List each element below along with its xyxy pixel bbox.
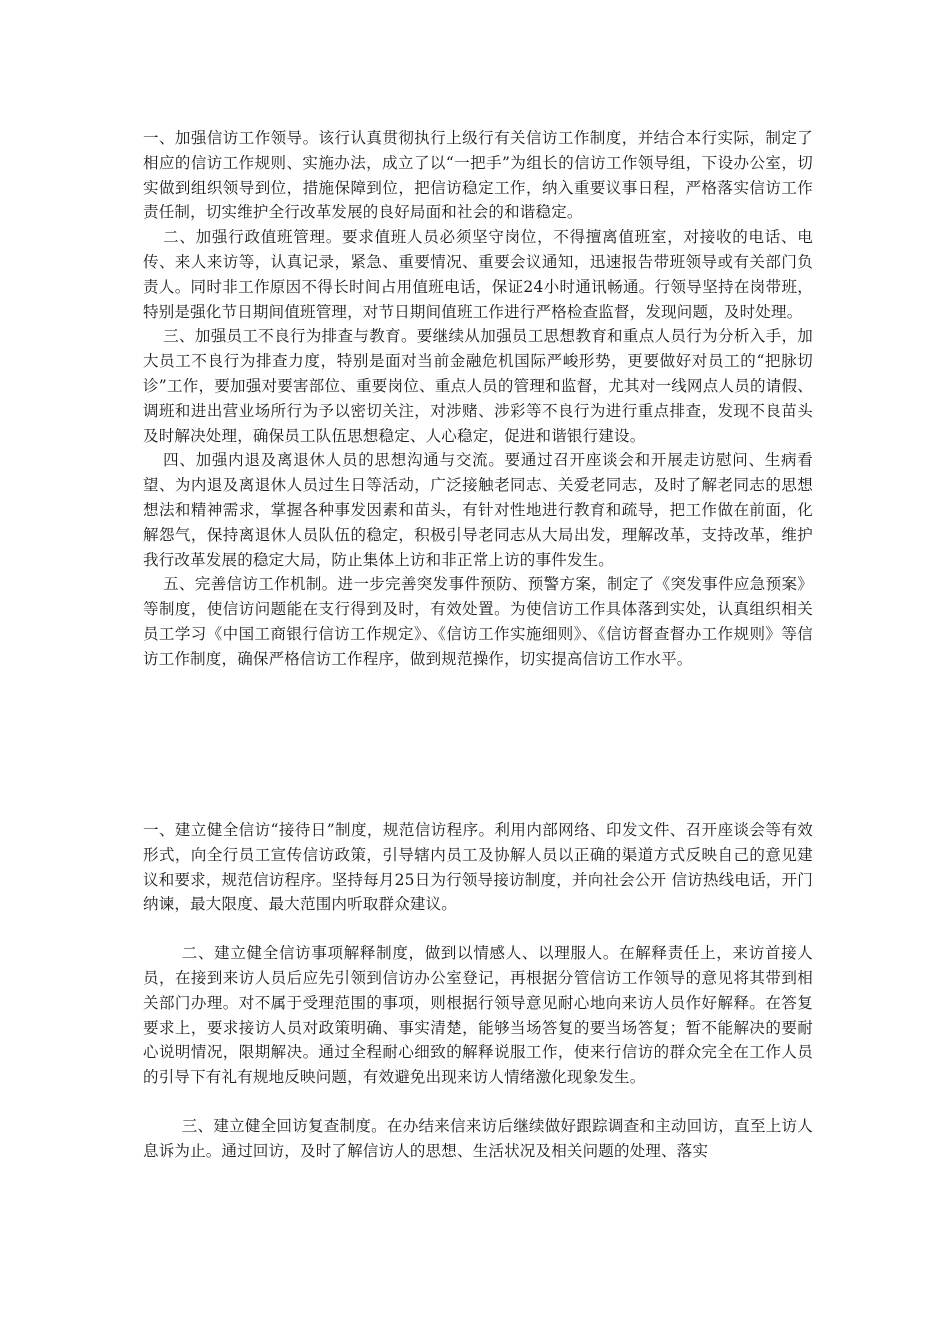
section-work-measures [143, 126, 813, 672]
paragraph-staff-behavior: 三、加强员工不良行为排查与教育。要继续从加强员工思想教育和重点人员行为分析入手，加大员工不良行为排查力度，特别是面对当前金融危机国际严峻形势，更要做好对员工的“把脉切诊”工作，要加强对要害部位、重要岗位、重点人员的管理和监督，尤其对一线网点人员的请假、调班和进出营业场所行为予以密切关注，对涉赌、涉彩等不良行为进行重点排查，发现不良苗头及时解决处理，确保员工队伍思想稳定、人心稳定，促进和谐银行建设。 [143, 327, 813, 445]
paragraph-leadership: 一、加强信访工作领导。该行认真贯彻执行上级行有关信访工作制度，并结合本行实际，制定了相应的信访工作规则、实施办法，成立了以“一把手”为组长的信访工作领导组，下设办公室，切实做到组织领导到位，措施保障到位，把信访稳定工作，纳入重要议事日程，严格落实信访工作责任制，切实维护全行改革发展的良好局面和社会的和谐稳定。 [143, 129, 813, 222]
paragraph-revisit-system: 三、建立健全回访复查制度。在办结来信来访后继续做好跟踪调查和主动回访，直至上访人息诉为止。通过回访，及时了解信访人的思想、生活状况及相关问题的处理、落实 [143, 1116, 813, 1160]
paragraph-retiree-communication: 四、加强内退及离退休人员的思想沟通与交流。要通过召开座谈会和开展走访慰问、生病看望、为内退及离退休人员过生日等活动，广泛接触老同志、关爱老同志，及时了解老同志的思想想法和精神需求，掌握各种事发因素和苗头，有针对性地进行教育和疏导，把工作做在前面，化解怨气，保持离退休人员队伍的稳定，积极引导老同志从大局出发，理解改革，支持改革，维护我行改革发展的稳定大局，防止集体上访和非正常上访的事件发生。 [143, 451, 813, 569]
paragraph-duty-management: 二、加强行政值班管理。要求值班人员必须坚守岗位，不得擅离值班室，对接收的电话、电传、来人来访等，认真记录，紧急、重要情况、重要会议通知，迅速报告带班领导或有关部门负责人。同时非工作原因不得长时间占用值班电话，保证24小时通讯畅通。行领导坚持在岗带班，特别是强化节日期间值班管理，对节日期间值班工作进行严格检查监督，发现问题，及时处理。 [143, 228, 813, 321]
paragraph-reception-day: 一、建立健全信访“接待日”制度，规范信访程序。利用内部网络、印发文件、召开座谈会等有效形式，向全行员工宣传信访政策，引导辖内员工及协解人员以正确的渠道方式反映自己的意见建议和要求，规范信访程序。坚持每月25日为行领导接访制度，并向社会公开 信访热线电话，开门纳谏，最大限度、最大范围内听取群众建议。 [143, 821, 813, 914]
section-systems [143, 818, 813, 1164]
paragraph-mechanism: 五、完善信访工作机制。进一步完善突发事件预防、预警方案，制定了《突发事件应急预案》等制度，使信访问题能在支行得到及时，有效处置。为使信访工作具体落到实处，认真组织相关员工学习《中国工商银行信访工作规定》、《信访工作实施细则》、《信访督查督办工作规则》等信访工作制度，确保严格信访工作程序，做到规范操作，切实提高信访工作水平。 [143, 575, 813, 668]
paragraph-explanation-system: 二、建立健全信访事项解释制度，做到以情感人、以理服人。在解释责任上，来访首接人员，在接到来访人员后应先引领到信访办公室登记，再根据分管信访工作领导的意见将其带到相关部门办理。对不属于受理范围的事项，则根据行领导意见耐心地向来访人员作好解释。在答复要求上，要求接访人员对政策明确、事实清楚，能够当场答复的要当场答复；暂不能解决的要耐心说明情况，限期解决。通过全程耐心细致的解释说服工作，使来行信访的群众完全在工作人员的引导下有礼有规地反映问题，有效避免出现来访人情绪激化现象发生。 [143, 944, 813, 1087]
